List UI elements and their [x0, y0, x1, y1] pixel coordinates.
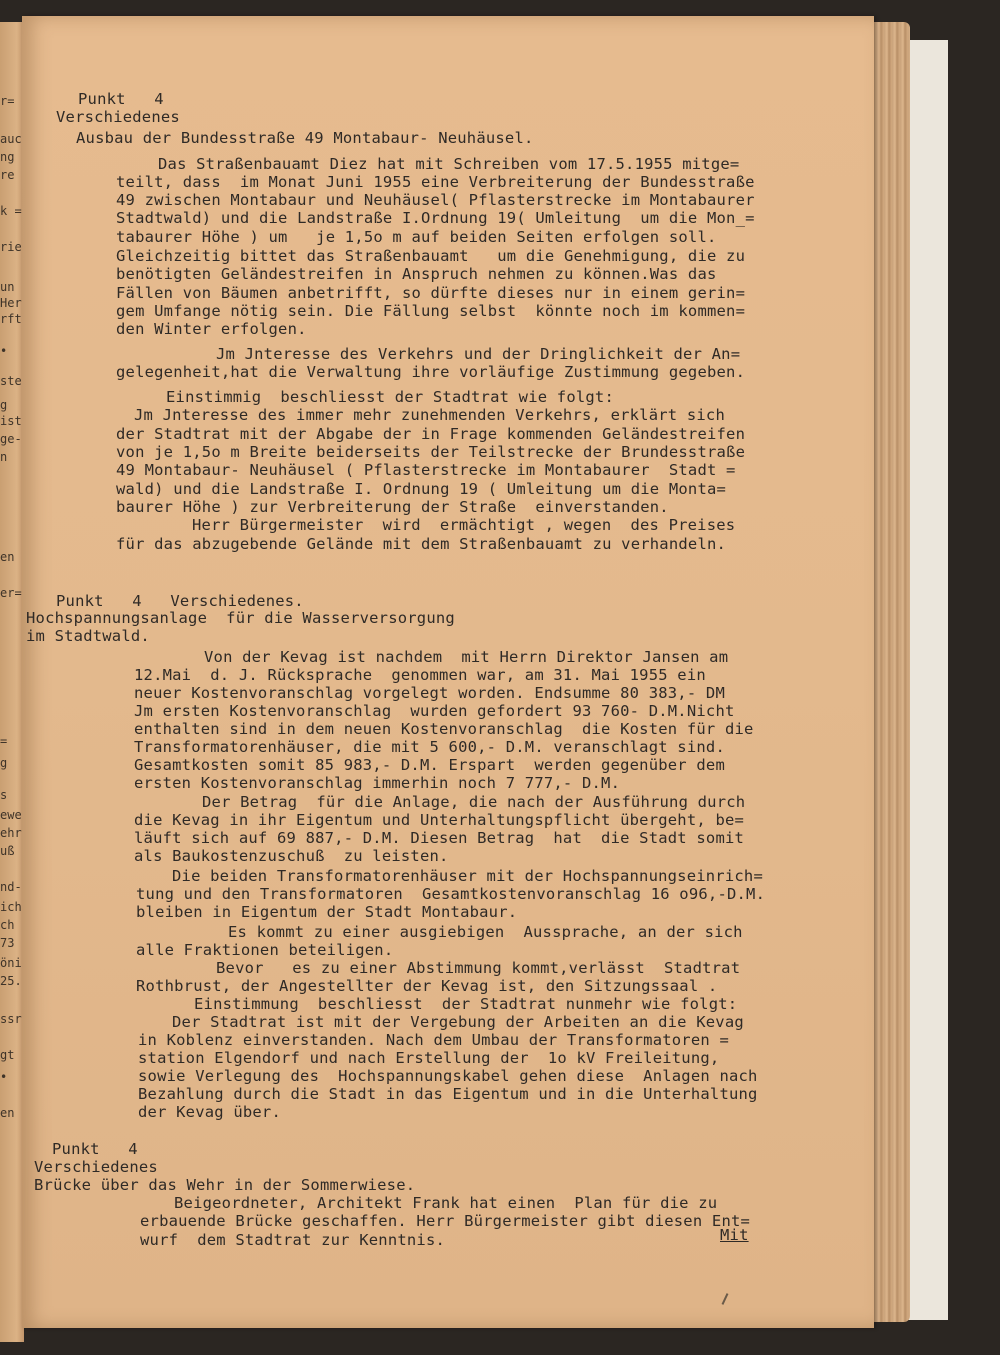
prev-fragment: auc [0, 132, 22, 146]
prev-fragment: öni [0, 956, 22, 970]
section2-line: ersten Kostenvoranschlag immerhin noch 7 777,- D.M. [134, 774, 621, 792]
prev-fragment: g [0, 398, 8, 412]
pen-mark [722, 1293, 729, 1305]
section2-line: Die beiden Transformatorenhäuser mit der Hochspannungseinrich= [172, 867, 763, 885]
section2-line: Bevor es zu einer Abstimmung kommt,verlässt Stadtrat [216, 959, 741, 977]
section1-line: 49 Montabaur- Neuhäusel ( Pflasterstrecke im Montabaurer Stadt = [116, 461, 736, 479]
section2-line: sowie Verlegung des Hochspannungskabel gehen diese Anlagen nach [138, 1067, 758, 1085]
section2-topic-line2: im Stadtwald. [26, 627, 150, 645]
section2-line: als Baukostenzuschuß zu leisten. [134, 847, 449, 865]
section3-line: erbauende Brücke geschaffen. Herr Bürgermeister gibt diesen Ent= [140, 1212, 751, 1230]
section1-subheading: Verschiedenes [56, 108, 180, 126]
prev-fragment: • [0, 344, 8, 358]
section2-line: Von der Kevag ist nachdem mit Herrn Direktor Jansen am [204, 648, 729, 666]
section2-line: läuft sich auf 69 887,- D.M. Diesen Betrag hat die Stadt somit [134, 829, 745, 847]
prev-fragment: ssr [0, 1012, 22, 1026]
section2-line: Bezahlung durch die Stadt in das Eigentum und in die Unterhaltung [138, 1085, 758, 1103]
section3-line: wurf dem Stadtrat zur Kenntnis. [140, 1231, 446, 1249]
section2-line: Einstimmung beschliesst der Stadtrat nunmehr wie folgt: [194, 995, 738, 1013]
prev-fragment: ge- [0, 432, 22, 446]
prev-fragment: ich [0, 900, 22, 914]
section2-line: Der Stadtrat ist mit der Vergebung der Arbeiten an die Kevag [172, 1013, 744, 1031]
prev-fragment: k = [0, 204, 22, 218]
section2-line: Der Betrag für die Anlage, die nach der Ausführung durch [202, 793, 746, 811]
section1-heading: Punkt 4 [78, 90, 164, 108]
prev-fragment: rie [0, 240, 22, 254]
section1-line: Einstimmig beschliesst der Stadtrat wie folgt: [166, 388, 614, 406]
section3-topic: Brücke über das Wehr in der Sommerwiese. [34, 1176, 416, 1194]
section1-line: von je 1,5o m Breite beiderseits der Teilstrecke der Brundesstraße [116, 443, 746, 461]
prev-fragment: 73 [0, 936, 15, 950]
section2-line: die Kevag in ihr Eigentum und Unterhaltungspflicht übergeht, be= [134, 811, 745, 829]
prev-fragment: = [0, 734, 8, 748]
section3-subheading: Verschiedenes [34, 1158, 158, 1176]
section2-line: Transformatorenhäuser, die mit 5 600,- D.M. veranschlagt sind. [134, 738, 725, 756]
prev-fragment: uß [0, 844, 15, 858]
section1-line: für das abzugebende Gelände mit dem Straßenbauamt zu verhandeln. [116, 535, 727, 553]
prev-fragment: s [0, 788, 8, 802]
prev-fragment: ist [0, 414, 22, 428]
continuation-word: Mit [720, 1226, 749, 1244]
section2-line: in Koblenz einverstanden. Nach dem Umbau der Transformatoren = [138, 1031, 729, 1049]
prev-fragment: en [0, 1106, 15, 1120]
section2-line: 12.Mai d. J. Rücksprache genommen war, am 31. Mai 1955 ein [134, 666, 706, 684]
section1-line: Gleichzeitig bittet das Straßenbauamt um die Genehmigung, die zu [116, 247, 746, 265]
section2-line: Jm ersten Kostenvoranschlag wurden gefordert 93 760- D.M.Nicht [134, 702, 735, 720]
section1-line: Das Straßenbauamt Diez hat mit Schreiben vom 17.5.1955 mitge= [158, 155, 740, 173]
section1-line: benötigten Geländestreifen in Anspruch nehmen zu können.Was das [116, 265, 717, 283]
prev-fragment: ewe [0, 808, 22, 822]
prev-fragment: ng [0, 150, 15, 164]
section2-line: neuer Kostenvoranschlag vorgelegt worden. Endsumme 80 383,- DM [134, 684, 725, 702]
section1-line: Stadtwald) und die Landstraße I.Ordnung 19( Umleitung um die Mon_= [116, 209, 755, 227]
prev-fragment: en [0, 550, 15, 564]
previous-page-edge [0, 22, 24, 1342]
section2-line: bleiben in Eigentum der Stadt Montabaur. [136, 903, 518, 921]
section3-heading: Punkt 4 [52, 1140, 138, 1158]
prev-fragment: n [0, 450, 8, 464]
document-page [22, 16, 874, 1328]
prev-fragment: un [0, 280, 15, 294]
prev-fragment: rft [0, 312, 22, 326]
prev-fragment: er= [0, 586, 22, 600]
section1-line: Fällen von Bäumen anbetrifft, so dürfte dieses nur in einem gerin= [116, 284, 746, 302]
section1-line: gem Umfange nötig sein. Die Fällung selbst könnte noch im kommen= [116, 302, 746, 320]
prev-fragment: re [0, 168, 15, 182]
prev-fragment: g [0, 756, 8, 770]
prev-fragment: Her [0, 296, 22, 310]
section1-line: Herr Bürgermeister wird ermächtigt , wegen des Preises [192, 516, 736, 534]
section1-line: wald) und die Landstraße I. Ordnung 19 ( Umleitung um die Monta= [116, 480, 727, 498]
section1-topic: Ausbau der Bundesstraße 49 Montabaur- Neuhäusel. [76, 129, 534, 147]
section1-line: Jm Jnteresse des Verkehrs und der Dringlichkeit der An= [216, 345, 741, 363]
section1-line: der Stadtrat mit der Abgabe der in Frage kommenden Geländestreifen [116, 425, 746, 443]
prev-fragment: ehr [0, 826, 22, 840]
section1-line: gelegenheit,hat die Verwaltung ihre vorläufige Zustimmung gegeben. [116, 363, 746, 381]
section2-line: tung und den Transformatoren Gesamtkostenvoranschlag 16 o96,-D.M. [136, 885, 766, 903]
section2-line: Es kommt zu einer ausgiebigen Aussprache, an der sich [228, 923, 743, 941]
prev-fragment: ch [0, 918, 15, 932]
prev-fragment: gt [0, 1048, 15, 1062]
section2-line: der Kevag über. [138, 1103, 281, 1121]
prev-fragment: ste [0, 374, 22, 388]
section3-line: Beigeordneter, Architekt Frank hat einen Plan für die zu [174, 1194, 718, 1212]
section2-topic-line1: Hochspannungsanlage für die Wasserversorgung [26, 609, 455, 627]
section1-line: den Winter erfolgen. [116, 320, 307, 338]
prev-fragment: r= [0, 94, 15, 108]
section1-line: baurer Höhe ) zur Verbreiterung der Straße einverstanden. [116, 498, 669, 516]
section2-line: Gesamtkosten somit 85 983,- D.M. Erspart werden gegenüber dem [134, 756, 725, 774]
prev-fragment: • [0, 1070, 8, 1084]
prev-fragment: nd- [0, 880, 22, 894]
section1-line: teilt, dass im Monat Juni 1955 eine Verbreiterung der Bundesstraße [116, 173, 755, 191]
section1-line: Jm Jnteresse des immer mehr zunehmenden Verkehrs, erklärt sich [134, 406, 725, 424]
section1-line: 49 zwischen Montabaur und Neuhäusel( Pflasterstrecke im Montabaurer [116, 191, 755, 209]
section2-line: enthalten sind in dem neuen Kostenvoranschlag die Kosten für die [134, 720, 754, 738]
section2-line: Rothbrust, der Angestellter der Kevag ist, den Sitzungssaal . [136, 977, 718, 995]
section2-line: alle Fraktionen beteiligen. [136, 941, 394, 959]
section2-line: station Elgendorf und nach Erstellung der 1o kV Freileitung, [138, 1049, 720, 1067]
section1-line: tabaurer Höhe ) um je 1,5o m auf beiden Seiten erfolgen soll. [116, 228, 717, 246]
prev-fragment: 25. [0, 974, 22, 988]
section2-heading: Punkt 4 Verschiedenes. [56, 592, 304, 610]
